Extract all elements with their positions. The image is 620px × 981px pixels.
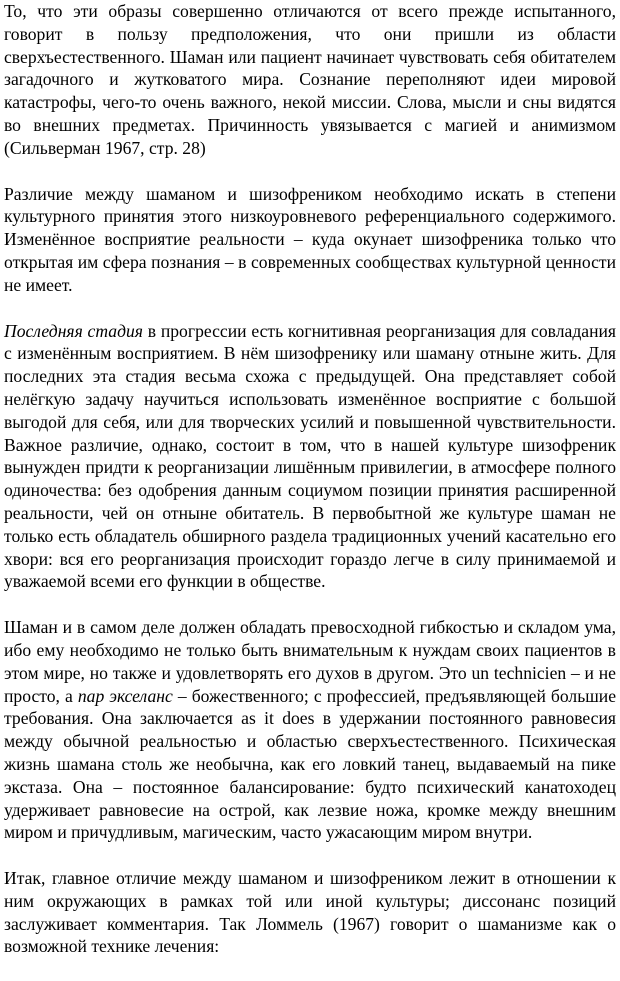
paragraph-4: [4, 616, 616, 844]
paragraph-1: То, что эти образы совершенно отличаются от всего прежде испытанного, говорит в пользу предположения, что они пришли из области сверхъестественного. Шаман или пациент начинает чувствовать себя обитателем загадочного и жутковатого мира. Сознание переполняют идеи мировой катастрофы, чего-то очень важного, некой миссии. Слова, мысли и сны видятся во внешних предметах. Причинность увязывается с магией и анимизмом (Сильверман 1967, стр. 28): [4, 1, 616, 158]
paragraph-4-text-after: – божественного; с профессией, предъявляющей большие требования. Она заключается as it does в удержании постоянного равновесия между обычной реальностью и областью сверхъестественного. Психическая жизнь шамана столь же необычна, как его ловкий танец, выдаваемый на пике экстаза. Она – постоянное балансирование: будто психический канатоходец удерживает равновесие на острой, как лезвие ножа, кромке между внешним миром и причудливым, магическим, часто ужасающим миром внутри.: [4, 685, 617, 843]
paragraph-5: Итак, главное отличие между шаманом и шизофреником лежит в отношении к ним окружающих в рамках той или иной культуры; диссонанс позиций заслуживает комментария. Так Ломмель (1967) говорит о шаманизме как о возможной технике лечения:: [4, 868, 616, 957]
paragraph-4-italic-term: пар экселанс: [77, 685, 173, 706]
paragraph-3: [4, 320, 616, 594]
document-page: [4, 0, 616, 981]
paragraph-3-text: в прогрессии есть когнитивная реорганизация для совладания с изменённым восприятием. В нём шизофренику или шаману отныне жить. Для последних эта стадия весьма схожа с предыдущей. Она представляет собой нелёгкую задачу научиться использовать изменённое восприятие с большой выгодой для себя, или для творческих усилий и повышенной чувствительности. Важное различие, однако, состоит в том, что в нашей культуре шизофреник вынужден придти к реорганизации лишённым привилегии, в атмосфере полного одиночества: без одобрения данным социумом позиции принятия расширенной реальности, чей он отныне обитатель. В первобытной же культуре шаман не только есть обладатель обширного раздела традиционных учений касательно его хвори: вся его реорганизация происходит гораздо легче в силу принимаемой и уважаемой всеми его функции в обществе.: [4, 320, 616, 592]
paragraph-4-text-before: Шаман и в самом деле должен обладать превосходной гибкостью и складом ума, ибо ему необходимо не только быть внимательным к нуждам своих пациентов в этом мире, но также и удовлетворять его духов в другом. Это un technicien – и не просто, а: [4, 617, 616, 706]
paragraph-3-italic-term: Последняя стадия: [4, 320, 143, 341]
paragraph-2: Различие между шаманом и шизофреником необходимо искать в степени культурного принятия этого низкоуровневого референциального содержимого. Изменённое восприятие реальности – куда окунает шизофреника только что открытая им сфера познания – в современных сообществах культурной ценности не имеет.: [4, 183, 616, 295]
